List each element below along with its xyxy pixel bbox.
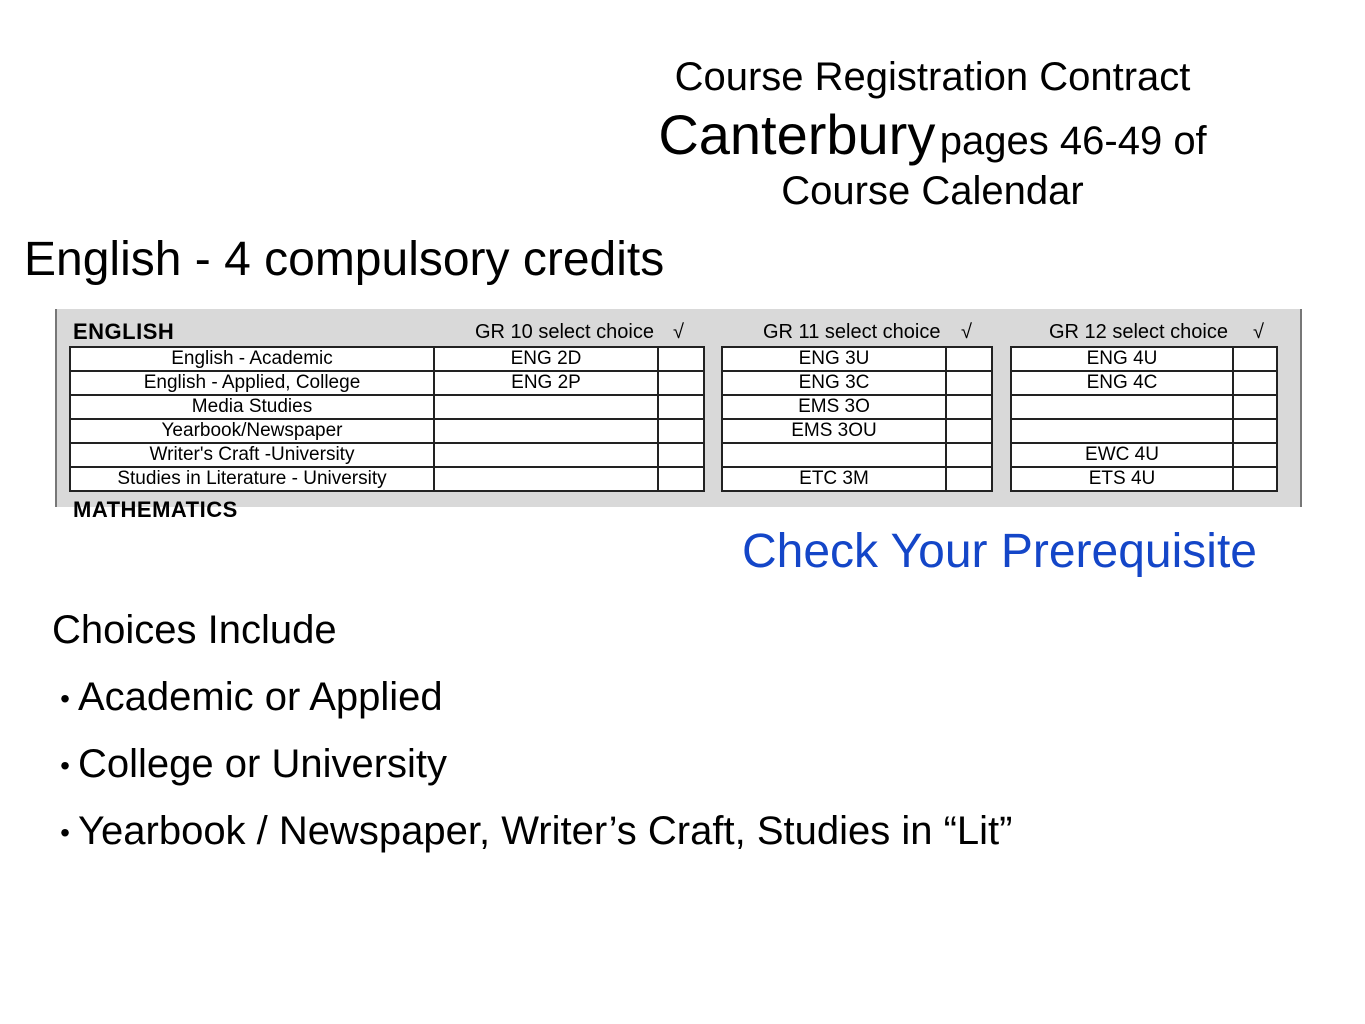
gr11-check-box[interactable] — [946, 467, 992, 491]
list-item — [52, 675, 1013, 720]
table-row — [70, 371, 704, 395]
gr11-code-cell: ENG 3C — [722, 371, 946, 395]
gr11-check-box[interactable] — [946, 419, 992, 443]
choices-list — [52, 675, 1013, 854]
title-line-2 — [560, 100, 1305, 170]
bullet-icon: • — [60, 750, 70, 782]
page-reference: pages 46-49 of — [939, 119, 1207, 163]
gr12-code-cell — [1011, 419, 1233, 443]
table-row — [722, 467, 992, 491]
bullet-icon: • — [60, 683, 70, 715]
gr10-check-box[interactable] — [658, 371, 704, 395]
gr10-check-box[interactable] — [658, 443, 704, 467]
bullet-icon: • — [60, 817, 70, 849]
gr11-code-cell: ENG 3U — [722, 347, 946, 371]
choice-text: College or University — [78, 742, 448, 786]
gr11-code-cell: ETC 3M — [722, 467, 946, 491]
gr12-check-box[interactable] — [1233, 371, 1277, 395]
gr12-check-box[interactable] — [1233, 395, 1277, 419]
list-item — [52, 809, 1013, 854]
gr11-check-box[interactable] — [946, 443, 992, 467]
list-item — [52, 742, 1013, 787]
course-name-cell: Writer's Craft -University — [70, 443, 434, 467]
next-section-label: MATHEMATICS — [73, 497, 238, 522]
choice-text: Yearbook / Newspaper, Writer’s Craft, Studies in “Lit” — [78, 809, 1013, 853]
gr11-code-cell: EMS 3O — [722, 395, 946, 419]
gr11-grid — [721, 346, 993, 492]
header-gr12: GR 12 select choice — [1049, 321, 1228, 343]
gr11-code-cell: EMS 3OU — [722, 419, 946, 443]
gr10-code-cell: ENG 2D — [434, 347, 658, 371]
school-name: Canterbury — [658, 103, 936, 166]
gr10-code-cell — [434, 443, 658, 467]
table-row — [722, 419, 992, 443]
gr12-code-cell — [1011, 395, 1233, 419]
table-row — [1011, 419, 1277, 443]
title-line-1: Course Registration Contract — [674, 55, 1191, 99]
page-heading: English - 4 compulsory credits — [24, 233, 665, 286]
gr10-check-box[interactable] — [658, 467, 704, 491]
table-row — [70, 419, 704, 443]
title-line-3: Course Calendar — [781, 169, 1084, 213]
prerequisite-notice: Check Your Prerequisite — [742, 525, 1257, 578]
gr11-check-box[interactable] — [946, 347, 992, 371]
gr10-check-box[interactable] — [658, 395, 704, 419]
table-row — [722, 371, 992, 395]
gr12-code-cell: ENG 4U — [1011, 347, 1233, 371]
english-course-table — [55, 309, 1302, 522]
header-gr10-check: √ — [673, 321, 684, 343]
gr10-code-cell — [434, 395, 658, 419]
gr12-check-box[interactable] — [1233, 419, 1277, 443]
course-name-cell: Yearbook/Newspaper — [70, 419, 434, 443]
course-name-cell: English - Academic — [70, 347, 434, 371]
gr11-check-box[interactable] — [946, 371, 992, 395]
gr12-grid — [1010, 346, 1278, 492]
table-row — [70, 395, 704, 419]
gr12-code-cell: ETS 4U — [1011, 467, 1233, 491]
gr11-code-cell — [722, 443, 946, 467]
table-row — [70, 467, 704, 491]
section-label: ENGLISH — [73, 319, 175, 344]
table-row — [1011, 443, 1277, 467]
gr10-grid — [69, 346, 705, 492]
table-row — [1011, 395, 1277, 419]
table-row — [722, 443, 992, 467]
table-row — [1011, 347, 1277, 371]
table-row — [722, 395, 992, 419]
table-row — [1011, 467, 1277, 491]
gr12-check-box[interactable] — [1233, 443, 1277, 467]
choices-title: Choices Include — [52, 608, 337, 652]
course-name-cell: Studies in Literature - University — [70, 467, 434, 491]
header-gr11: GR 11 select choice — [763, 321, 941, 343]
choice-text: Academic or Applied — [78, 675, 443, 719]
course-name-cell: English - Applied, College — [70, 371, 434, 395]
table-row — [70, 443, 704, 467]
header-gr12-check: √ — [1253, 321, 1264, 343]
gr10-code-cell — [434, 467, 658, 491]
gr12-check-box[interactable] — [1233, 467, 1277, 491]
table-row — [722, 347, 992, 371]
gr10-code-cell — [434, 419, 658, 443]
gr11-check-box[interactable] — [946, 395, 992, 419]
gr12-code-cell: ENG 4C — [1011, 371, 1233, 395]
gr12-code-cell: EWC 4U — [1011, 443, 1233, 467]
gr10-check-box[interactable] — [658, 347, 704, 371]
table-row — [1011, 371, 1277, 395]
header-gr10: GR 10 select choice — [475, 321, 654, 343]
course-name-cell: Media Studies — [70, 395, 434, 419]
gr12-check-box[interactable] — [1233, 347, 1277, 371]
gr10-check-box[interactable] — [658, 419, 704, 443]
table-row — [70, 347, 704, 371]
header-gr11-check: √ — [961, 321, 972, 343]
title-block — [560, 52, 1305, 216]
gr10-code-cell: ENG 2P — [434, 371, 658, 395]
choices-section — [52, 608, 1013, 854]
